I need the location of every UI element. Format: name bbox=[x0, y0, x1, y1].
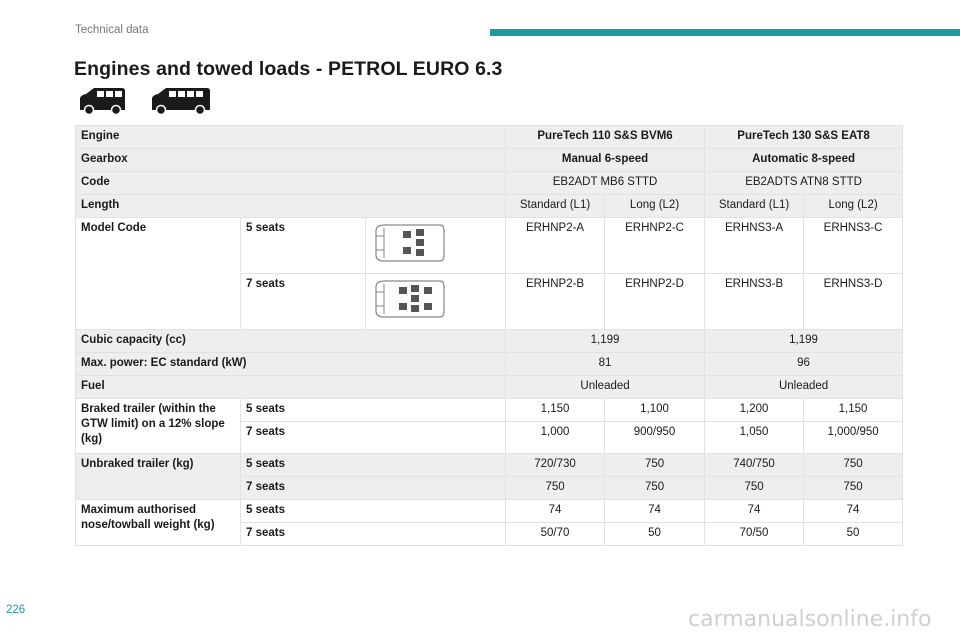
table-row: 7 seats 1,000 900/950 1,050 1,000/950 bbox=[76, 422, 903, 454]
page-title: Engines and towed loads - PETROL EURO 6.3 bbox=[74, 58, 503, 80]
table-row: 7 seats 50/70 50 70/50 50 bbox=[76, 523, 903, 546]
table-row: Max. power: EC standard (kW) 81 96 bbox=[76, 353, 903, 376]
specs-table bbox=[75, 125, 903, 546]
table-row: Fuel Unleaded Unleaded bbox=[76, 376, 903, 399]
table-row: Gearbox Manual 6-speed Automatic 8-speed bbox=[76, 149, 903, 172]
table-row: Model Code 5 seats ERHNP2-A ERHNP2-C ERHNS3-A ERHNS3-C bbox=[76, 218, 903, 274]
table-row: Code EB2ADT MB6 STTD EB2ADTS ATN8 STTD bbox=[76, 172, 903, 195]
van-l2-icon bbox=[152, 88, 210, 115]
seat-layout-5-icon bbox=[366, 218, 506, 274]
van-l1-icon bbox=[80, 88, 125, 115]
table-row: Maximum authorised nose/towball weight (kg) 5 seats 74 74 74 74 bbox=[76, 500, 903, 523]
vehicle-icons bbox=[78, 86, 228, 121]
section-header: Technical data bbox=[75, 24, 149, 36]
table-row: Unbraked trailer (kg) 5 seats 720/730 750 740/750 750 bbox=[76, 454, 903, 477]
table-row: Cubic capacity (cc) 1,199 1,199 bbox=[76, 330, 903, 353]
table-row: Length Standard (L1) Long (L2) Standard (L1) Long (L2) bbox=[76, 195, 903, 218]
page-number: 226 bbox=[6, 604, 26, 616]
table-row: Braked trailer (within the GTW limit) on a 12% slope (kg) 5 seats 1,150 1,100 1,200 1,150 bbox=[76, 399, 903, 422]
table-row: Engine PureTech 110 S&S BVM6 PureTech 130 S&S EAT8 bbox=[76, 126, 903, 149]
seat-layout-7-icon bbox=[366, 274, 506, 330]
header-accent-bar bbox=[490, 29, 960, 36]
table-row: 7 seats 750 750 750 750 bbox=[76, 477, 903, 500]
watermark: carmanualsonline.info bbox=[688, 607, 932, 632]
table-row: 7 seats ERHNP2-B ERHNP2-D ERHNS3-B ERHNS3-D bbox=[76, 274, 903, 330]
